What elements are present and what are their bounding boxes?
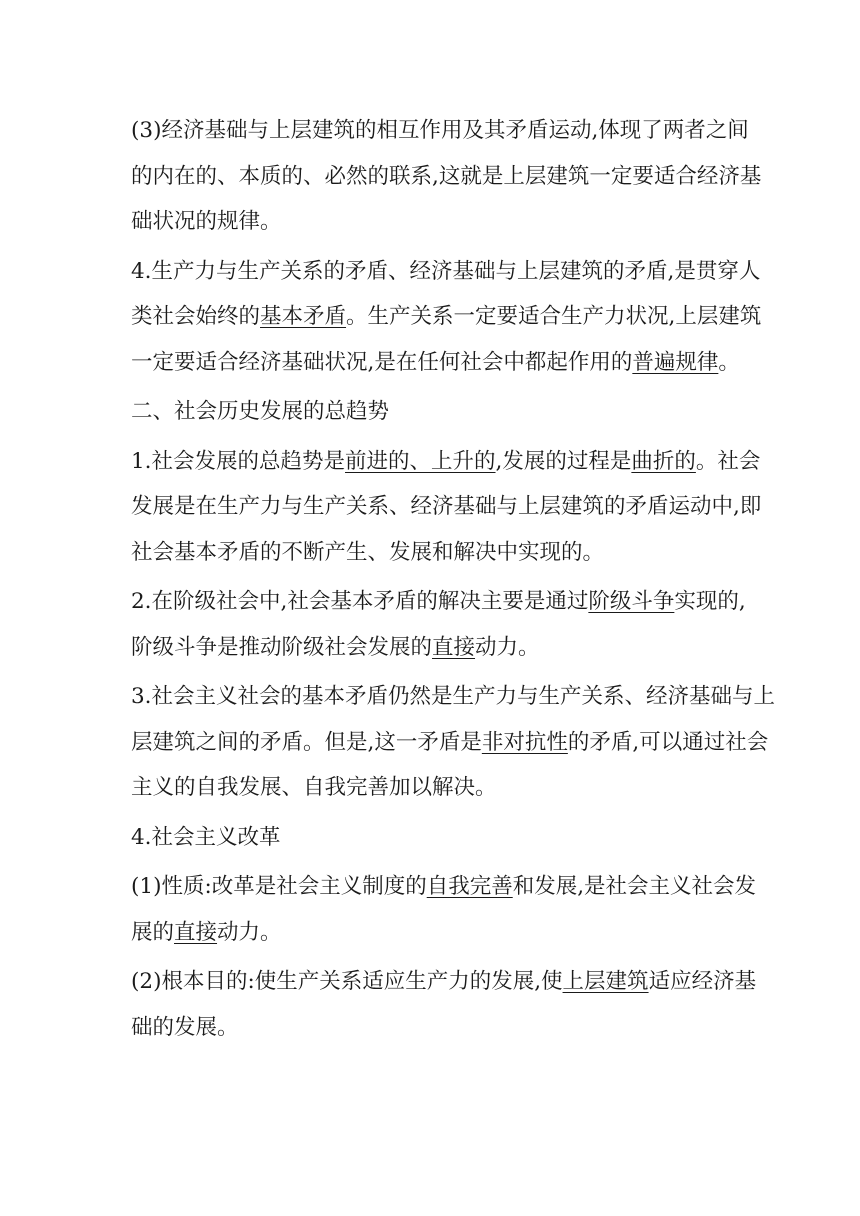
paragraph-p9: [131, 959, 757, 1050]
text-run: 。社会: [695, 448, 761, 474]
underlined-key-term: 普遍规律: [632, 349, 719, 375]
underlined-key-term: 基本矛盾: [260, 304, 347, 329]
text-run: 础的发展。: [131, 1014, 239, 1040]
paragraph-p1: [131, 108, 762, 245]
text-run: 发展是在生产力与生产关系、经济基础与上层建筑的矛盾运动中,即: [131, 494, 762, 519]
text-run: 动力。: [217, 919, 282, 945]
text-run: 层建筑之间的矛盾。但是,这一矛盾是: [131, 729, 482, 755]
text-run: 。: [718, 349, 740, 375]
text-run: 3.社会主义社会的基本矛盾仍然是生产力与生产关系、经济基础与上: [131, 684, 776, 709]
text-line: [131, 199, 741, 245]
underlined-key-term: 前进的、上升的: [345, 448, 496, 474]
text-line: [131, 674, 776, 720]
paragraph-p2: [131, 249, 762, 386]
underlined-key-term: 阶级斗争: [588, 589, 675, 614]
paragraph-p5: [131, 579, 746, 670]
text-run: 实现的,: [674, 589, 746, 614]
text-line: [131, 1005, 741, 1051]
underlined-key-term: 直接: [174, 919, 218, 945]
text-run: (1)性质:改革是社会主义制度的: [131, 874, 427, 899]
underlined-key-term: 直接: [432, 634, 476, 660]
text-run: 的矛盾,可以通过社会: [567, 729, 769, 755]
text-run: 。生产关系一定要适合生产力状况,上层建筑: [346, 304, 762, 329]
text-line: [131, 864, 757, 910]
text-line: [131, 108, 749, 154]
text-run: 社会基本矛盾的不断产生、发展和解决中实现的。: [131, 539, 605, 565]
underlined-key-term: 曲折的: [631, 448, 696, 474]
paragraph-p4: [131, 439, 762, 576]
text-run: 一定要适合经济基础状况,是在任何社会中都起作用的: [131, 349, 633, 375]
text-line: [131, 340, 741, 386]
text-run: 1.社会发展的总趋势是: [131, 448, 346, 474]
text-run: (3)经济基础与上层建筑的相互作用及其矛盾运动,体现了两者之间: [131, 118, 749, 143]
text-line: [131, 530, 741, 576]
text-run: 的内在的、本质的、必然的联系,这就是上层建筑一定要适合经济基: [131, 163, 762, 189]
document-body: [131, 108, 776, 1050]
underlined-key-term: 上层建筑: [562, 969, 649, 994]
paragraph-p7: [131, 815, 741, 861]
text-run: 础状况的规律。: [131, 209, 282, 234]
text-line: [131, 579, 746, 625]
underlined-key-term: 非对抗性: [481, 729, 568, 755]
text-line: [131, 720, 769, 766]
text-run: 4.生产力与生产关系的矛盾、经济基础与上层建筑的矛盾,是贯穿人: [131, 258, 761, 284]
paragraph-p8: [131, 864, 757, 955]
text-run: (2)根本目的:使生产关系适应生产力的发展,使: [131, 969, 563, 994]
text-line: [131, 249, 761, 295]
text-run: 主义的自我发展、自我完善加以解决。: [131, 775, 497, 800]
text-run: 适应经济基: [648, 969, 757, 994]
text-run: 类社会始终的: [131, 304, 261, 329]
text-run: 动力。: [475, 634, 540, 660]
text-line: [131, 910, 741, 956]
text-line: [131, 625, 741, 671]
text-run: 展的: [131, 919, 175, 945]
text-line: [131, 389, 741, 435]
underlined-key-term: 自我完善: [426, 874, 513, 899]
paragraph-p6: [131, 674, 776, 811]
text-line: [131, 959, 757, 1005]
text-run: 二、社会历史发展的总趋势: [131, 399, 390, 424]
text-run: ,发展的过程是: [495, 448, 632, 474]
text-run: 和发展,是社会主义社会发: [512, 874, 757, 899]
text-line: [131, 765, 741, 811]
text-line: [131, 294, 762, 340]
text-run: 2.在阶级社会中,社会基本矛盾的解决主要是通过: [131, 589, 589, 614]
text-run: 阶级斗争是推动阶级社会发展的: [131, 634, 433, 660]
text-line: [131, 154, 762, 200]
paragraph-p3: [131, 389, 741, 435]
text-line: [131, 484, 762, 530]
text-line: [131, 439, 761, 485]
text-run: 4.社会主义改革: [131, 824, 281, 850]
text-line: [131, 815, 741, 861]
